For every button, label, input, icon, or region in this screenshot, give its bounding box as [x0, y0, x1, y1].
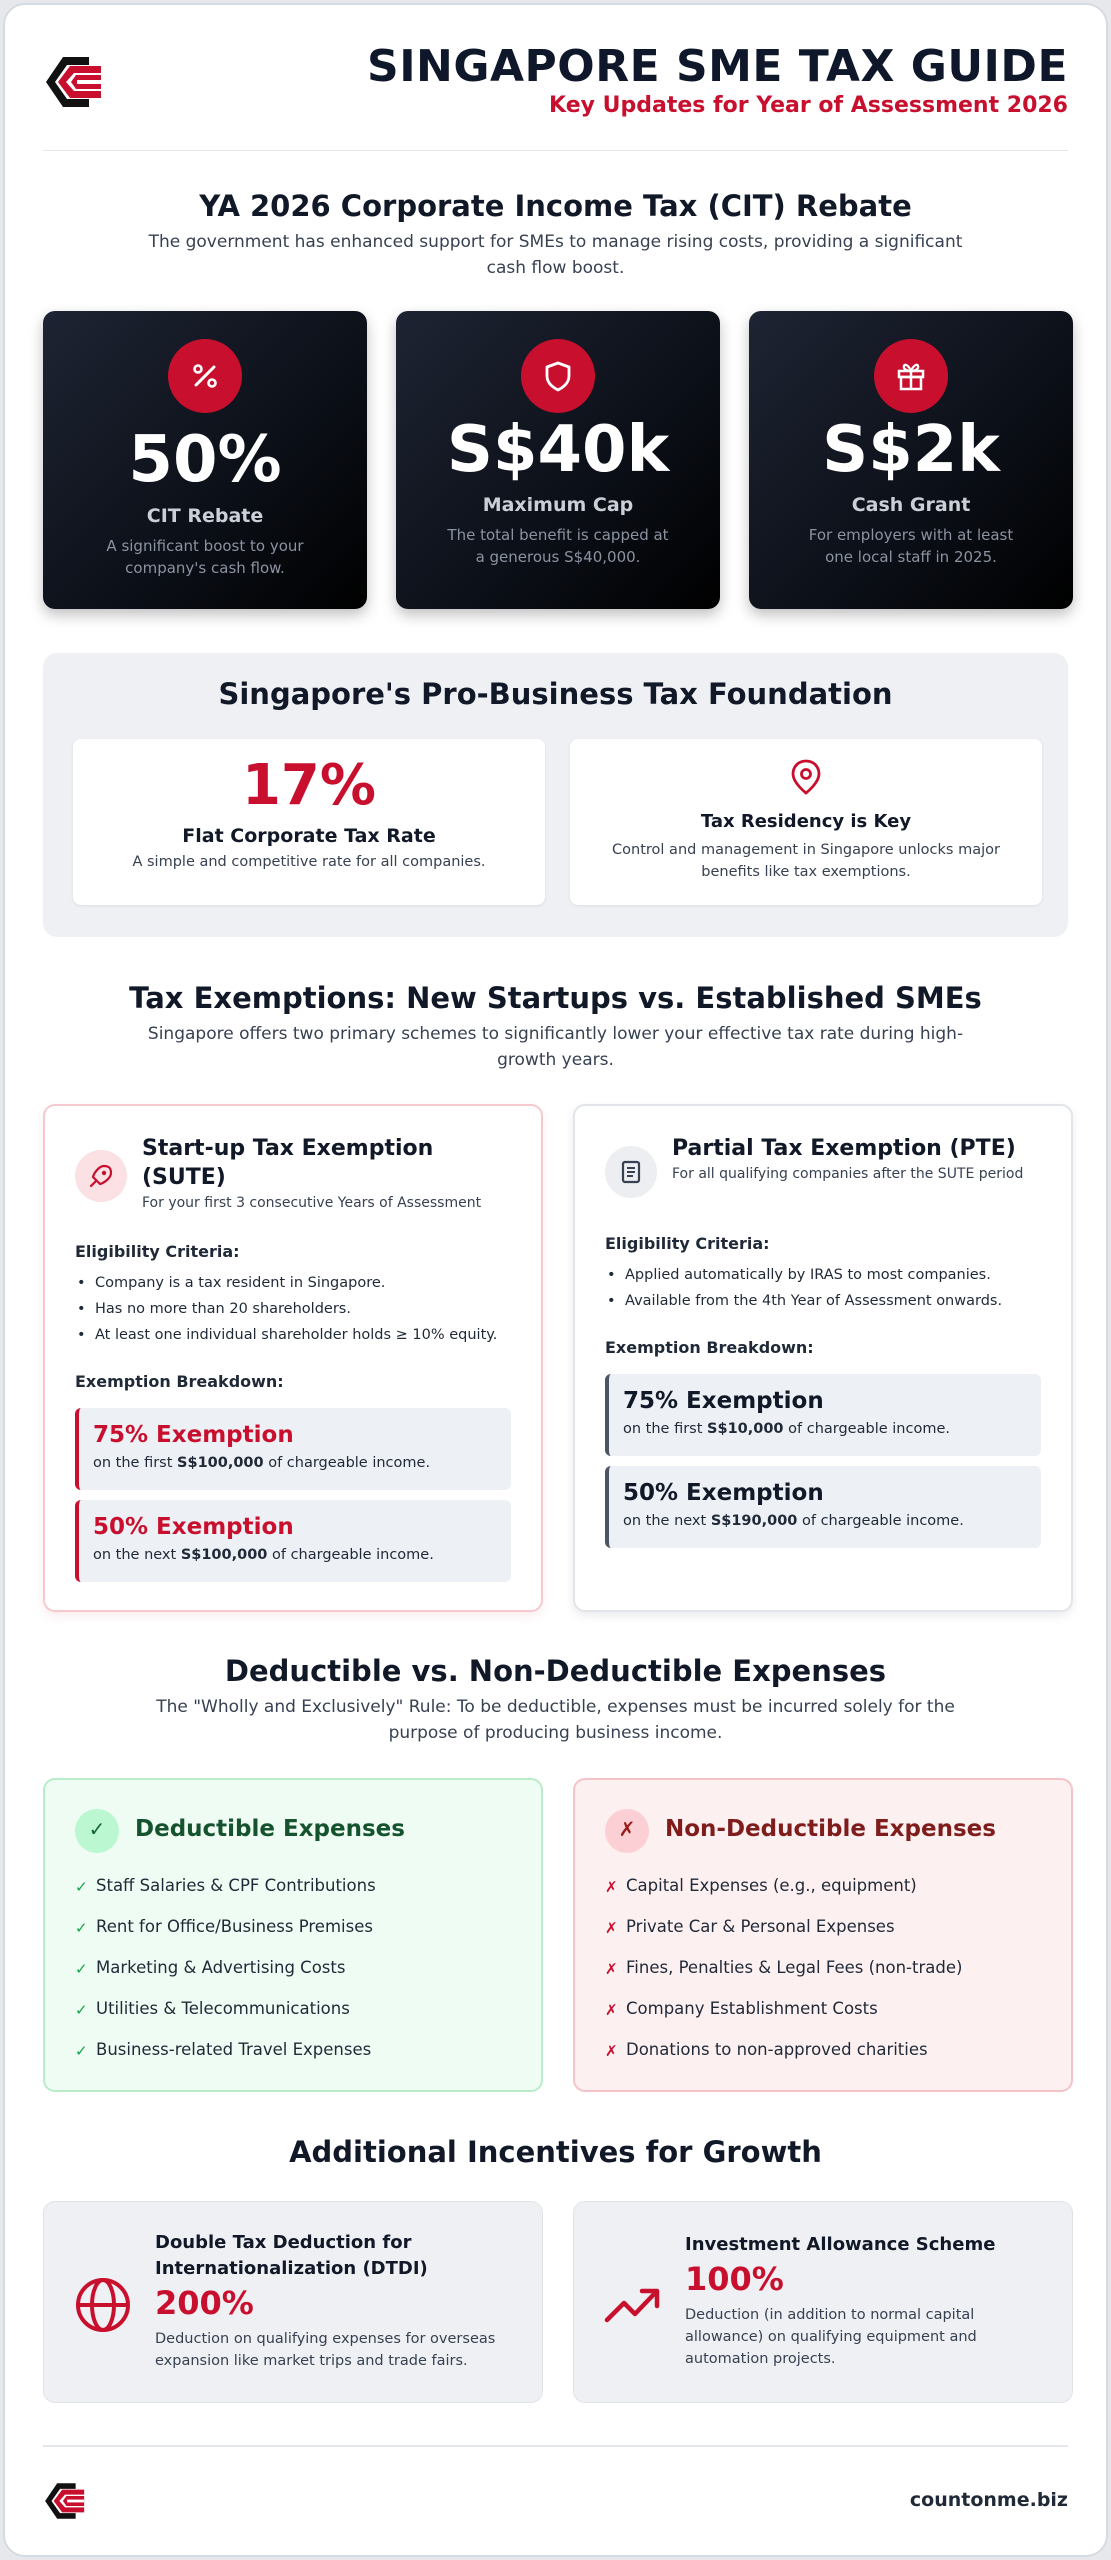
list-item: • Available from the 4th Year of Assessment onwards. [605, 1288, 1051, 1314]
deductible-list [75, 1874, 521, 2079]
list-item: ✗ Private Car & Personal Expenses [605, 1917, 895, 1937]
rebate-desc: A significant boost to your company's cash flow. [106, 537, 304, 577]
rebate-card-cit [43, 311, 367, 609]
foundation-title: Singapore's Pro-Business Tax Foundation [218, 677, 893, 711]
list-item: ✓ Rent for Office/Business Premises [75, 1917, 373, 1937]
ias-card [573, 2201, 1073, 2403]
list-item: ✓ Marketing & Advertising Costs [75, 1958, 346, 1978]
breakdown-title: 50% Exemption [93, 1514, 294, 1540]
exemptions-title: Tax Exemptions: New Startups vs. Established SMEs [129, 981, 982, 1015]
non-deductible-list [605, 1874, 1051, 2079]
deductible-card [43, 1778, 543, 2092]
page-title: SINGAPORE SME TAX GUIDE [367, 41, 1068, 92]
deductible-title: Deductible Expenses [135, 1816, 405, 1842]
incentives-title: Additional Incentives for Growth [289, 2135, 822, 2169]
sute-breakdown-heading: Exemption Breakdown: [75, 1372, 284, 1391]
pte-subtitle: For all qualifying companies after the SUTE period [672, 1166, 1024, 1182]
sute-breakdown-75 [75, 1408, 511, 1490]
grant-value: S$2k [822, 413, 1000, 487]
list-item: ✗ Fines, Penalties & Legal Fees (non-trade) [605, 1958, 963, 1978]
exemptions-desc: Singapore offers two primary schemes to significantly lower your effective tax rate during high-growth years. [147, 1024, 964, 1070]
list-item: ✓ Business-related Travel Expenses [75, 2040, 372, 2060]
ias-title: Investment Allowance Scheme [685, 2234, 996, 2255]
sute-subtitle: For your first 3 consecutive Years of Assessment [142, 1195, 482, 1211]
gift-icon [874, 339, 948, 413]
breakdown-title: 75% Exemption [93, 1422, 294, 1448]
list-item: • Has no more than 20 shareholders. [75, 1296, 521, 1322]
list-item: • At least one individual shareholder holds ≥ 10% equity. [75, 1322, 521, 1348]
breakdown-title: 75% Exemption [623, 1388, 824, 1414]
flat-rate-card [73, 739, 545, 905]
non-deductible-title: Non-Deductible Expenses [665, 1816, 996, 1842]
check-icon: ✓ [75, 1809, 119, 1853]
cap-value: S$40k [446, 413, 670, 487]
cross-icon: ✗ [605, 1809, 649, 1853]
rebate-card-grant [749, 311, 1073, 609]
dtdi-title: Double Tax Deduction for Internationalization (DTDI) [155, 2232, 428, 2279]
expenses-desc: The "Wholly and Exclusively" Rule: To be deductible, expenses must be incurred solely for the purpose of producing business income. [156, 1697, 955, 1743]
rebate-label: CIT Rebate [146, 505, 264, 527]
flat-rate-desc: A simple and competitive rate for all companies. [132, 854, 486, 870]
shield-icon [521, 339, 595, 413]
brand-logo-icon [43, 51, 105, 113]
dtdi-card [43, 2201, 543, 2403]
cap-desc: The total benefit is capped at a generous S$40,000. [447, 526, 669, 566]
pte-criteria-list [605, 1262, 1051, 1314]
map-pin-icon [788, 757, 824, 797]
rebate-section-title: YA 2026 Corporate Income Tax (CIT) Rebate [199, 189, 912, 223]
ias-desc: Deduction (in addition to normal capital allowance) on qualifying equipment and automation projects. [685, 2307, 977, 2367]
footer [43, 2445, 1068, 2555]
list-item: ✗ Capital Expenses (e.g., equipment) [605, 1876, 917, 1896]
residency-label: Tax Residency is Key [700, 811, 912, 832]
breakdown-desc: on the next S$190,000 of chargeable income. [623, 1513, 964, 1529]
sute-criteria-heading: Eligibility Criteria: [75, 1242, 240, 1261]
rebate-value: 50% [128, 423, 282, 497]
list-item: • Applied automatically by IRAS to most companies. [605, 1262, 1051, 1288]
expenses-title: Deductible vs. Non-Deductible Expenses [224, 1654, 887, 1688]
footer-logo-icon [43, 2479, 87, 2523]
dtdi-desc: Deduction on qualifying expenses for overseas expansion like market trips and trade fairs. [155, 2331, 496, 2369]
breakdown-desc: on the first S$100,000 of chargeable income. [93, 1455, 431, 1471]
pte-breakdown-heading: Exemption Breakdown: [605, 1338, 814, 1357]
breakdown-desc: on the first S$10,000 of chargeable income. [623, 1421, 950, 1437]
infographic-page [3, 3, 1108, 2557]
foundation-section [43, 653, 1068, 937]
pte-title: Partial Tax Exemption (PTE) [672, 1136, 1016, 1161]
sute-breakdown-50 [75, 1500, 511, 1582]
flat-rate-label: Flat Corporate Tax Rate [182, 825, 436, 847]
sute-rocket-icon [75, 1150, 127, 1202]
footer-site-link[interactable]: countonme.biz [909, 2489, 1068, 2511]
sute-card [43, 1104, 543, 1612]
header [43, 41, 1068, 151]
grant-desc: For employers with at least one local staff in 2025. [808, 526, 1014, 566]
breakdown-title: 50% Exemption [623, 1480, 824, 1506]
non-deductible-card [573, 1778, 1073, 2092]
grant-label: Cash Grant [851, 494, 971, 516]
flat-rate-value: 17% [241, 753, 377, 818]
page-subtitle: Key Updates for Year of Assessment 2026 [549, 93, 1068, 118]
list-item: ✗ Company Establishment Costs [605, 1999, 878, 2019]
pte-criteria-heading: Eligibility Criteria: [605, 1234, 770, 1253]
list-item: ✗ Donations to non-approved charities [605, 2040, 928, 2060]
sute-title: Start-up Tax Exemption (SUTE) [142, 1136, 434, 1190]
list-item: • Company is a tax resident in Singapore. [75, 1270, 521, 1296]
globe-icon [74, 2276, 132, 2334]
percent-icon [168, 339, 242, 413]
cap-label: Maximum Cap [482, 494, 634, 516]
list-item: ✓ Utilities & Telecommunications [75, 1999, 350, 2019]
residency-card [570, 739, 1042, 905]
pte-breakdown-50 [605, 1466, 1041, 1548]
trending-up-icon [604, 2276, 662, 2334]
ias-value: 100% [685, 2260, 784, 2298]
breakdown-desc: on the next S$100,000 of chargeable income. [93, 1547, 434, 1563]
sute-criteria-list [75, 1270, 521, 1348]
residency-desc: Control and management in Singapore unlocks major benefits like tax exemptions. [612, 842, 1000, 880]
dtdi-value: 200% [155, 2284, 254, 2322]
rebate-card-cap [396, 311, 720, 609]
pte-card [573, 1104, 1073, 1612]
list-item: ✓ Staff Salaries & CPF Contributions [75, 1876, 376, 1896]
rebate-section-desc: The government has enhanced support for SMEs to manage rising costs, providing a significant cash flow boost. [148, 232, 963, 278]
pte-document-icon [605, 1146, 657, 1198]
pte-breakdown-75 [605, 1374, 1041, 1456]
